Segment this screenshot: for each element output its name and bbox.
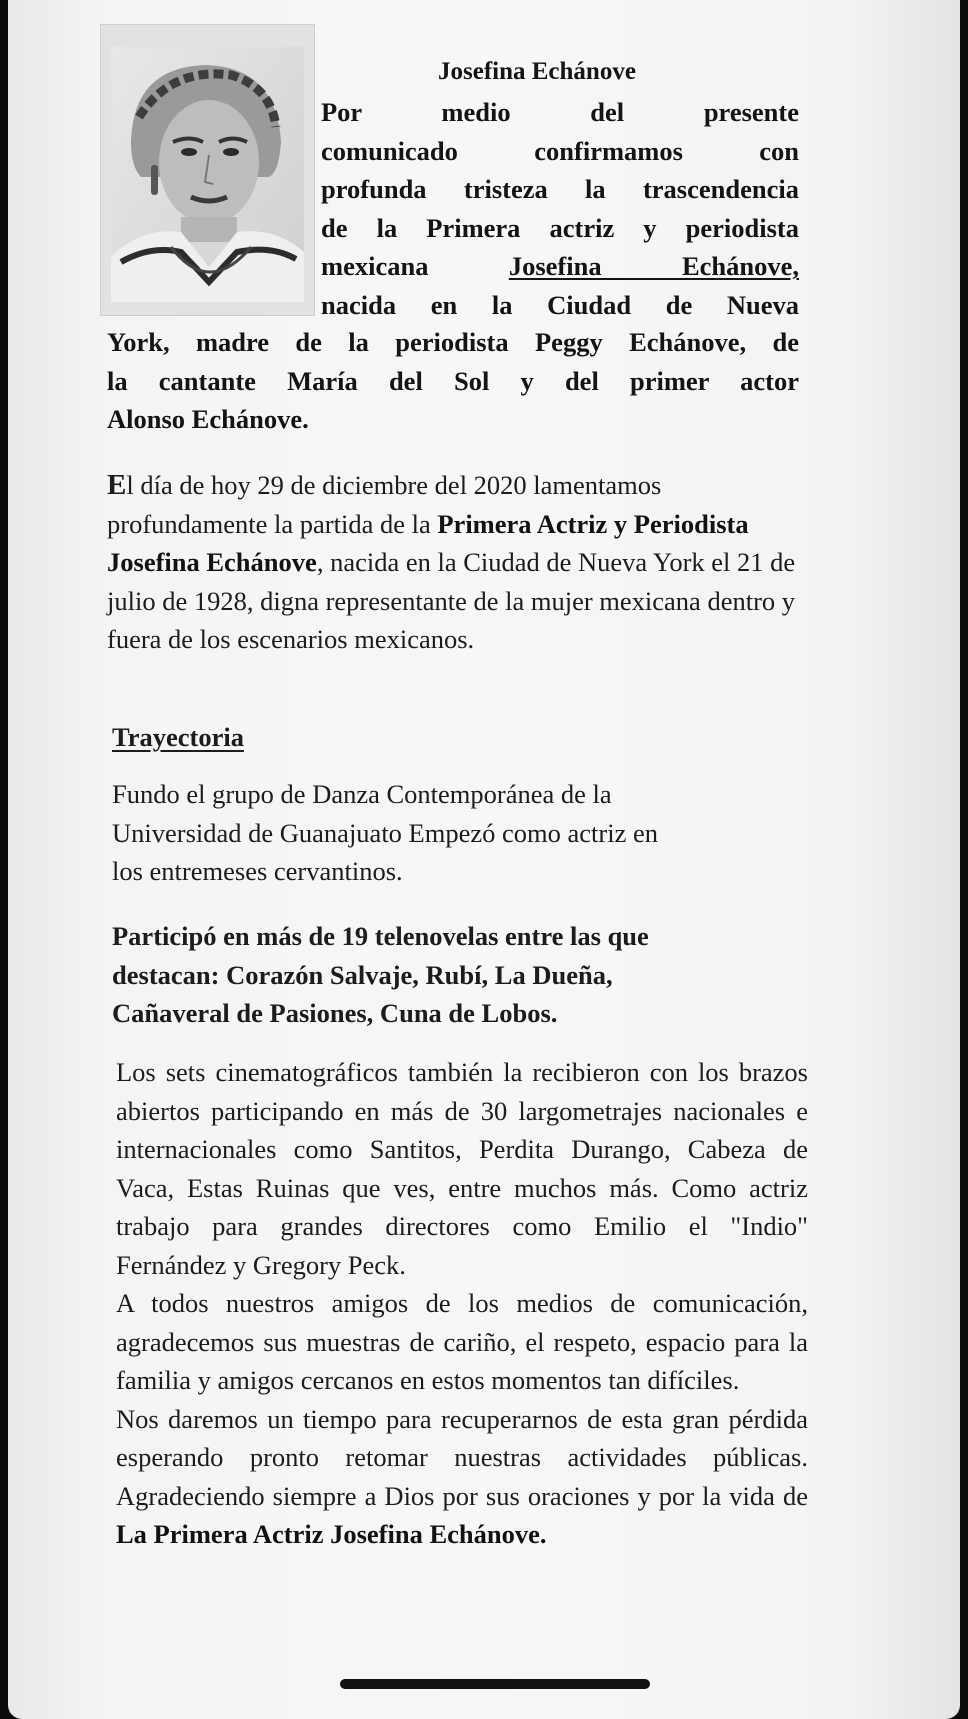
intro-line: la cantante María del Sol y del primer actor bbox=[107, 365, 799, 396]
intro-line: York, madre de la periodista Peggy Echánove, de bbox=[107, 327, 799, 357]
films-paragraph: Los sets cinematográficos también la recibieron con los brazos abiertos participando en más de 30 largometrajes nacionales e internacionales como Santitos, Perdita Durango, Cabeza de Vaca, Estas Ruinas que ves, entre muchos más. Como actriz trabajo para grandes directores como Emilio el "Indio" Fernández y Gregory Peck. bbox=[116, 1057, 808, 1280]
final-paragraph: Nos daremos un tiempo para recuperarnos de esta gran pérdida esperando pronto retomar nuestras actividades públicas. Agradeciendo siempre a Dios por sus oraciones y por la vida de La Primera Actriz Josefina Echánove. bbox=[116, 1403, 808, 1549]
intro-line: Alonso Echánove. bbox=[107, 404, 309, 434]
announcement-paragraph: El día de hoy 29 de diciembre del 2020 lamentamos profundamente la partida de la Primera Actriz y Periodista Josefina Echánove, nacida en la Ciudad de Nueva York el 21 de julio de 1928, digna representante de la mujer mexicana dentro y fuera de los escenarios mexicanos. bbox=[107, 469, 796, 654]
media-paragraph: A todos nuestros amigos de los medios de comunicación, agradecemos sus muestras de cariño, el respeto, espacio para la familia y amigos cercanos en estos momentos tan difíciles. bbox=[116, 1288, 808, 1395]
trayectoria-heading: Trayectoria bbox=[112, 722, 244, 752]
intro-paragraph-bottom bbox=[107, 323, 799, 439]
intro-paragraph-top bbox=[321, 93, 799, 324]
intro-line: Por medio del presente bbox=[321, 97, 799, 127]
home-indicator-bar[interactable] bbox=[340, 1679, 650, 1689]
intro-line: nacida en la Ciudad de Nueva bbox=[321, 289, 799, 320]
name-underlined: Josefina Echánove, bbox=[508, 251, 799, 281]
intro-line: de la Primera actriz y periodista bbox=[321, 212, 799, 243]
portrait-image bbox=[111, 47, 304, 302]
document-page bbox=[8, 0, 960, 1719]
intro-line: comunicado confirmamos con bbox=[321, 135, 799, 166]
intro-line: mexicana Josefina Echánove, bbox=[321, 251, 799, 281]
closing-paragraphs bbox=[116, 1053, 808, 1554]
notice-title: Josefina Echánove bbox=[438, 58, 636, 85]
telenovelas-paragraph: Participó en más de 19 telenovelas entre las que destacan: Corazón Salvaje, Rubí, La Dueña, Cañaveral de Pasiones, Cuna de Lobos. bbox=[112, 921, 649, 1028]
intro-line: profunda tristeza la trascendencia bbox=[321, 174, 799, 204]
trayectoria-paragraph: Fundo el grupo de Danza Contemporánea de la Universidad de Guanajuato Empezó como actriz en los entremeses cervantinos. bbox=[112, 779, 658, 886]
portrait-photo bbox=[100, 24, 315, 316]
